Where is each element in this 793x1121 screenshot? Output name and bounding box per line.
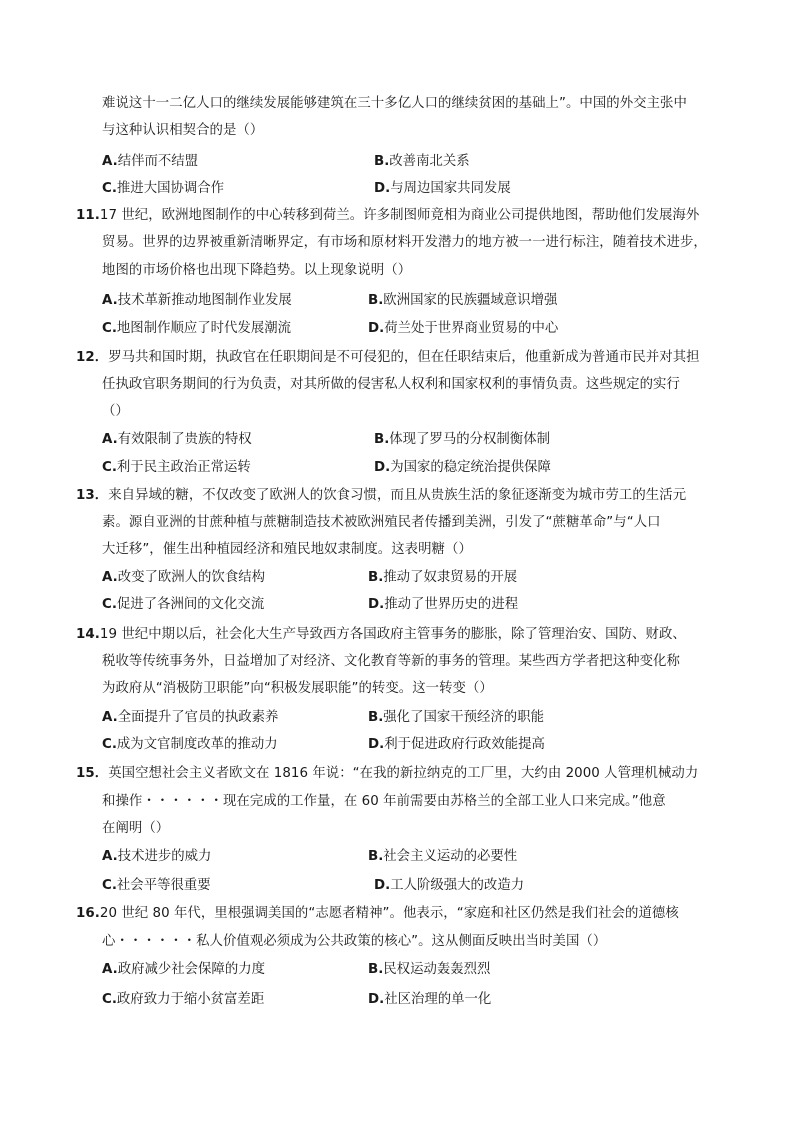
option-b [368, 847, 517, 867]
option-text: 社会主义运动的必要性 [383, 849, 518, 864]
option-text: 工人阶级强大的改造力 [390, 878, 525, 893]
option-c [102, 458, 251, 478]
option-text: 推进大国协调合作 [116, 181, 225, 196]
question-stem-line [76, 625, 686, 645]
option-text: 社区治理的单一化 [384, 992, 492, 1007]
question-number: 16. [76, 906, 100, 921]
option-letter: B. [374, 154, 390, 169]
question-stem-line: 难说这十一二亿人口的继续发展能够建筑在三十多亿人口的继续贫困的基础上”。中国的外交主张中 [102, 96, 687, 111]
option-c [102, 179, 224, 199]
option-text: 推动了世界历史的进程 [384, 597, 519, 612]
question-number: 13． [76, 488, 109, 503]
option-text: 技术进步的威力 [117, 849, 212, 864]
question-stem-line [76, 486, 686, 506]
question-stem-line [76, 904, 679, 924]
option-letter: D. [368, 597, 385, 612]
option-letter: D. [368, 321, 385, 336]
option-letter: C. [102, 597, 117, 612]
question-stem-line: 在阐明（） [102, 821, 170, 836]
question-stem-text: 罗马共和国时期，执政官在任职期间是不可侵犯的，但在任职结束后，他重新成为普通市民并对其担 [108, 350, 700, 365]
option-letter: B. [368, 849, 384, 864]
option-letter: C. [102, 460, 117, 475]
option-text: 民权运动轰轰烈烈 [383, 962, 491, 977]
question-stem-text: 17 世纪，欧洲地图制作的中心转移到荷兰。许多制图师竟相为商业公司提供地图，帮助他们发展海外 [99, 208, 700, 223]
question-number: 15． [76, 766, 109, 781]
option-letter: C. [102, 181, 117, 196]
option-b [368, 291, 557, 311]
option-d [368, 735, 545, 755]
option-a [102, 568, 265, 588]
option-text: 促进了各洲间的文化交流 [116, 597, 265, 612]
question-stem-line [76, 764, 698, 784]
option-b [368, 960, 490, 980]
option-text: 结伴而不结盟 [117, 154, 199, 169]
option-text: 技术革新推动地图制作业发展 [117, 293, 292, 308]
option-letter: A. [102, 570, 118, 585]
option-letter: A. [102, 293, 118, 308]
option-a [102, 847, 211, 867]
option-d [374, 179, 511, 199]
question-number: 12． [76, 350, 109, 365]
option-a [102, 960, 265, 980]
option-d [374, 876, 524, 896]
question-stem-text: 20 世纪 80 年代，里根强调美国的“志愿者精神”。他表示，“家庭和社区仍然是我们社会的道德核 [99, 906, 679, 921]
option-text: 政府致力于缩小贫富差距 [116, 992, 265, 1007]
option-letter: C. [102, 737, 117, 752]
question-stem-text: 19 世纪中期以后，社会化大生产导致西方各国政府主管事务的膨胀，除了管理治安、国防、财政、 [99, 627, 686, 642]
option-letter: D. [368, 737, 385, 752]
question-stem-line [76, 348, 700, 368]
option-letter: B. [374, 432, 390, 447]
question-stem-line: （） [102, 404, 129, 419]
option-text: 改善南北关系 [389, 154, 470, 169]
option-letter: C. [102, 321, 117, 336]
question-stem-line: 和操作・・・・・・现在完成的工作量，在 60 年前需要由苏格兰的全部工业人口来完成。”他意 [102, 794, 666, 809]
option-letter: A. [102, 154, 118, 169]
question-stem-line: 任执政官职务期间的行为负责，对其所做的侵害私人权利和国家权利的事情负责。这些规定的实行 [102, 377, 680, 392]
option-text: 改变了欧洲人的饮食结构 [117, 570, 265, 585]
option-letter: C. [102, 878, 117, 893]
question-stem-text: 来自异域的糖，不仅改变了欧洲人的饮食习惯，而且从贵族生活的象征逐渐变为城市劳工的生活元 [108, 488, 687, 503]
option-a [102, 430, 252, 450]
option-letter: D. [374, 181, 391, 196]
option-letter: D. [374, 878, 391, 893]
option-letter: B. [368, 570, 384, 585]
option-letter: C. [102, 992, 117, 1007]
option-d [368, 595, 518, 615]
option-letter: B. [368, 293, 384, 308]
option-c [102, 990, 264, 1010]
option-text: 政府减少社会保障的力度 [117, 962, 265, 977]
question-number: 14. [76, 627, 100, 642]
option-text: 与周边国家共同发展 [390, 181, 511, 196]
question-stem-line: 大迁移”，催生出种植园经济和殖民地奴隶制度。这表明糖（） [102, 542, 472, 557]
option-text: 利于促进政府行政效能提高 [384, 737, 545, 752]
option-letter: B. [368, 962, 384, 977]
option-text: 全面提升了官员的执政素养 [117, 710, 279, 725]
option-letter: D. [368, 992, 385, 1007]
option-d [368, 990, 491, 1010]
question-stem-line: 为政府从“消极防卫职能”向“积极发展职能”的转变。这一转变（） [102, 681, 493, 696]
option-c [102, 735, 278, 755]
question-stem-line: 税收等传统事务外，日益增加了对经济、文化教育等新的事务的管理。某些西方学者把这种变化称 [102, 654, 680, 669]
option-d [374, 458, 551, 478]
option-c [102, 595, 264, 615]
question-stem-line: 贸易。世界的边界被重新清晰界定，有市场和原材料开发潜力的地方被一一进行标注，随着技术进步， [102, 235, 707, 250]
option-text: 荷兰处于世界商业贸易的中心 [384, 321, 559, 336]
option-text: 体现了罗马的分权制衡体制 [389, 432, 550, 447]
option-text: 成为文官制度改革的推动力 [116, 737, 278, 752]
option-text: 社会平等很重要 [116, 878, 211, 893]
option-a [102, 152, 198, 172]
option-a [102, 708, 278, 728]
question-stem-line: 地图的市场价格也出现下降趋势。以上现象说明（） [102, 263, 412, 278]
question-stem-line: 心・・・・・・私人价值观必须成为公共政策的核心”。这从侧面反映出当时美国（） [102, 934, 607, 949]
question-stem-line: 与这种认识相契合的是（） [102, 123, 264, 138]
option-b [374, 152, 470, 172]
option-text: 利于民主政治正常运转 [116, 460, 251, 475]
option-b [368, 708, 544, 728]
option-c [102, 319, 291, 339]
option-letter: D. [374, 460, 391, 475]
option-text: 欧洲国家的民族疆域意识增强 [383, 293, 558, 308]
option-text: 强化了国家干预经济的职能 [383, 710, 544, 725]
question-stem-line: 素。源自亚洲的甘蔗种植与蔗糖制造技术被欧洲殖民者传播到美洲，引发了“蔗糖革命”与“人口 [102, 515, 661, 530]
option-d [368, 319, 558, 339]
option-c [102, 876, 211, 896]
option-letter: A. [102, 710, 118, 725]
option-b [368, 568, 517, 588]
question-number: 11. [76, 208, 100, 223]
option-letter: A. [102, 849, 118, 864]
option-letter: A. [102, 432, 118, 447]
question-stem-line [76, 206, 699, 226]
option-text: 为国家的稳定统治提供保障 [390, 460, 551, 475]
option-text: 有效限制了贵族的特权 [117, 432, 252, 447]
option-a [102, 291, 292, 311]
option-letter: B. [368, 710, 384, 725]
option-text: 推动了奴隶贸易的开展 [383, 570, 518, 585]
option-text: 地图制作顺应了时代发展潮流 [116, 321, 291, 336]
question-stem-text: 英国空想社会主义者欧文在 1816 年说：“在我的新拉纳克的工厂里，大约由 2000 人管理机械动力 [108, 766, 699, 781]
option-b [374, 430, 550, 450]
option-letter: A. [102, 962, 118, 977]
